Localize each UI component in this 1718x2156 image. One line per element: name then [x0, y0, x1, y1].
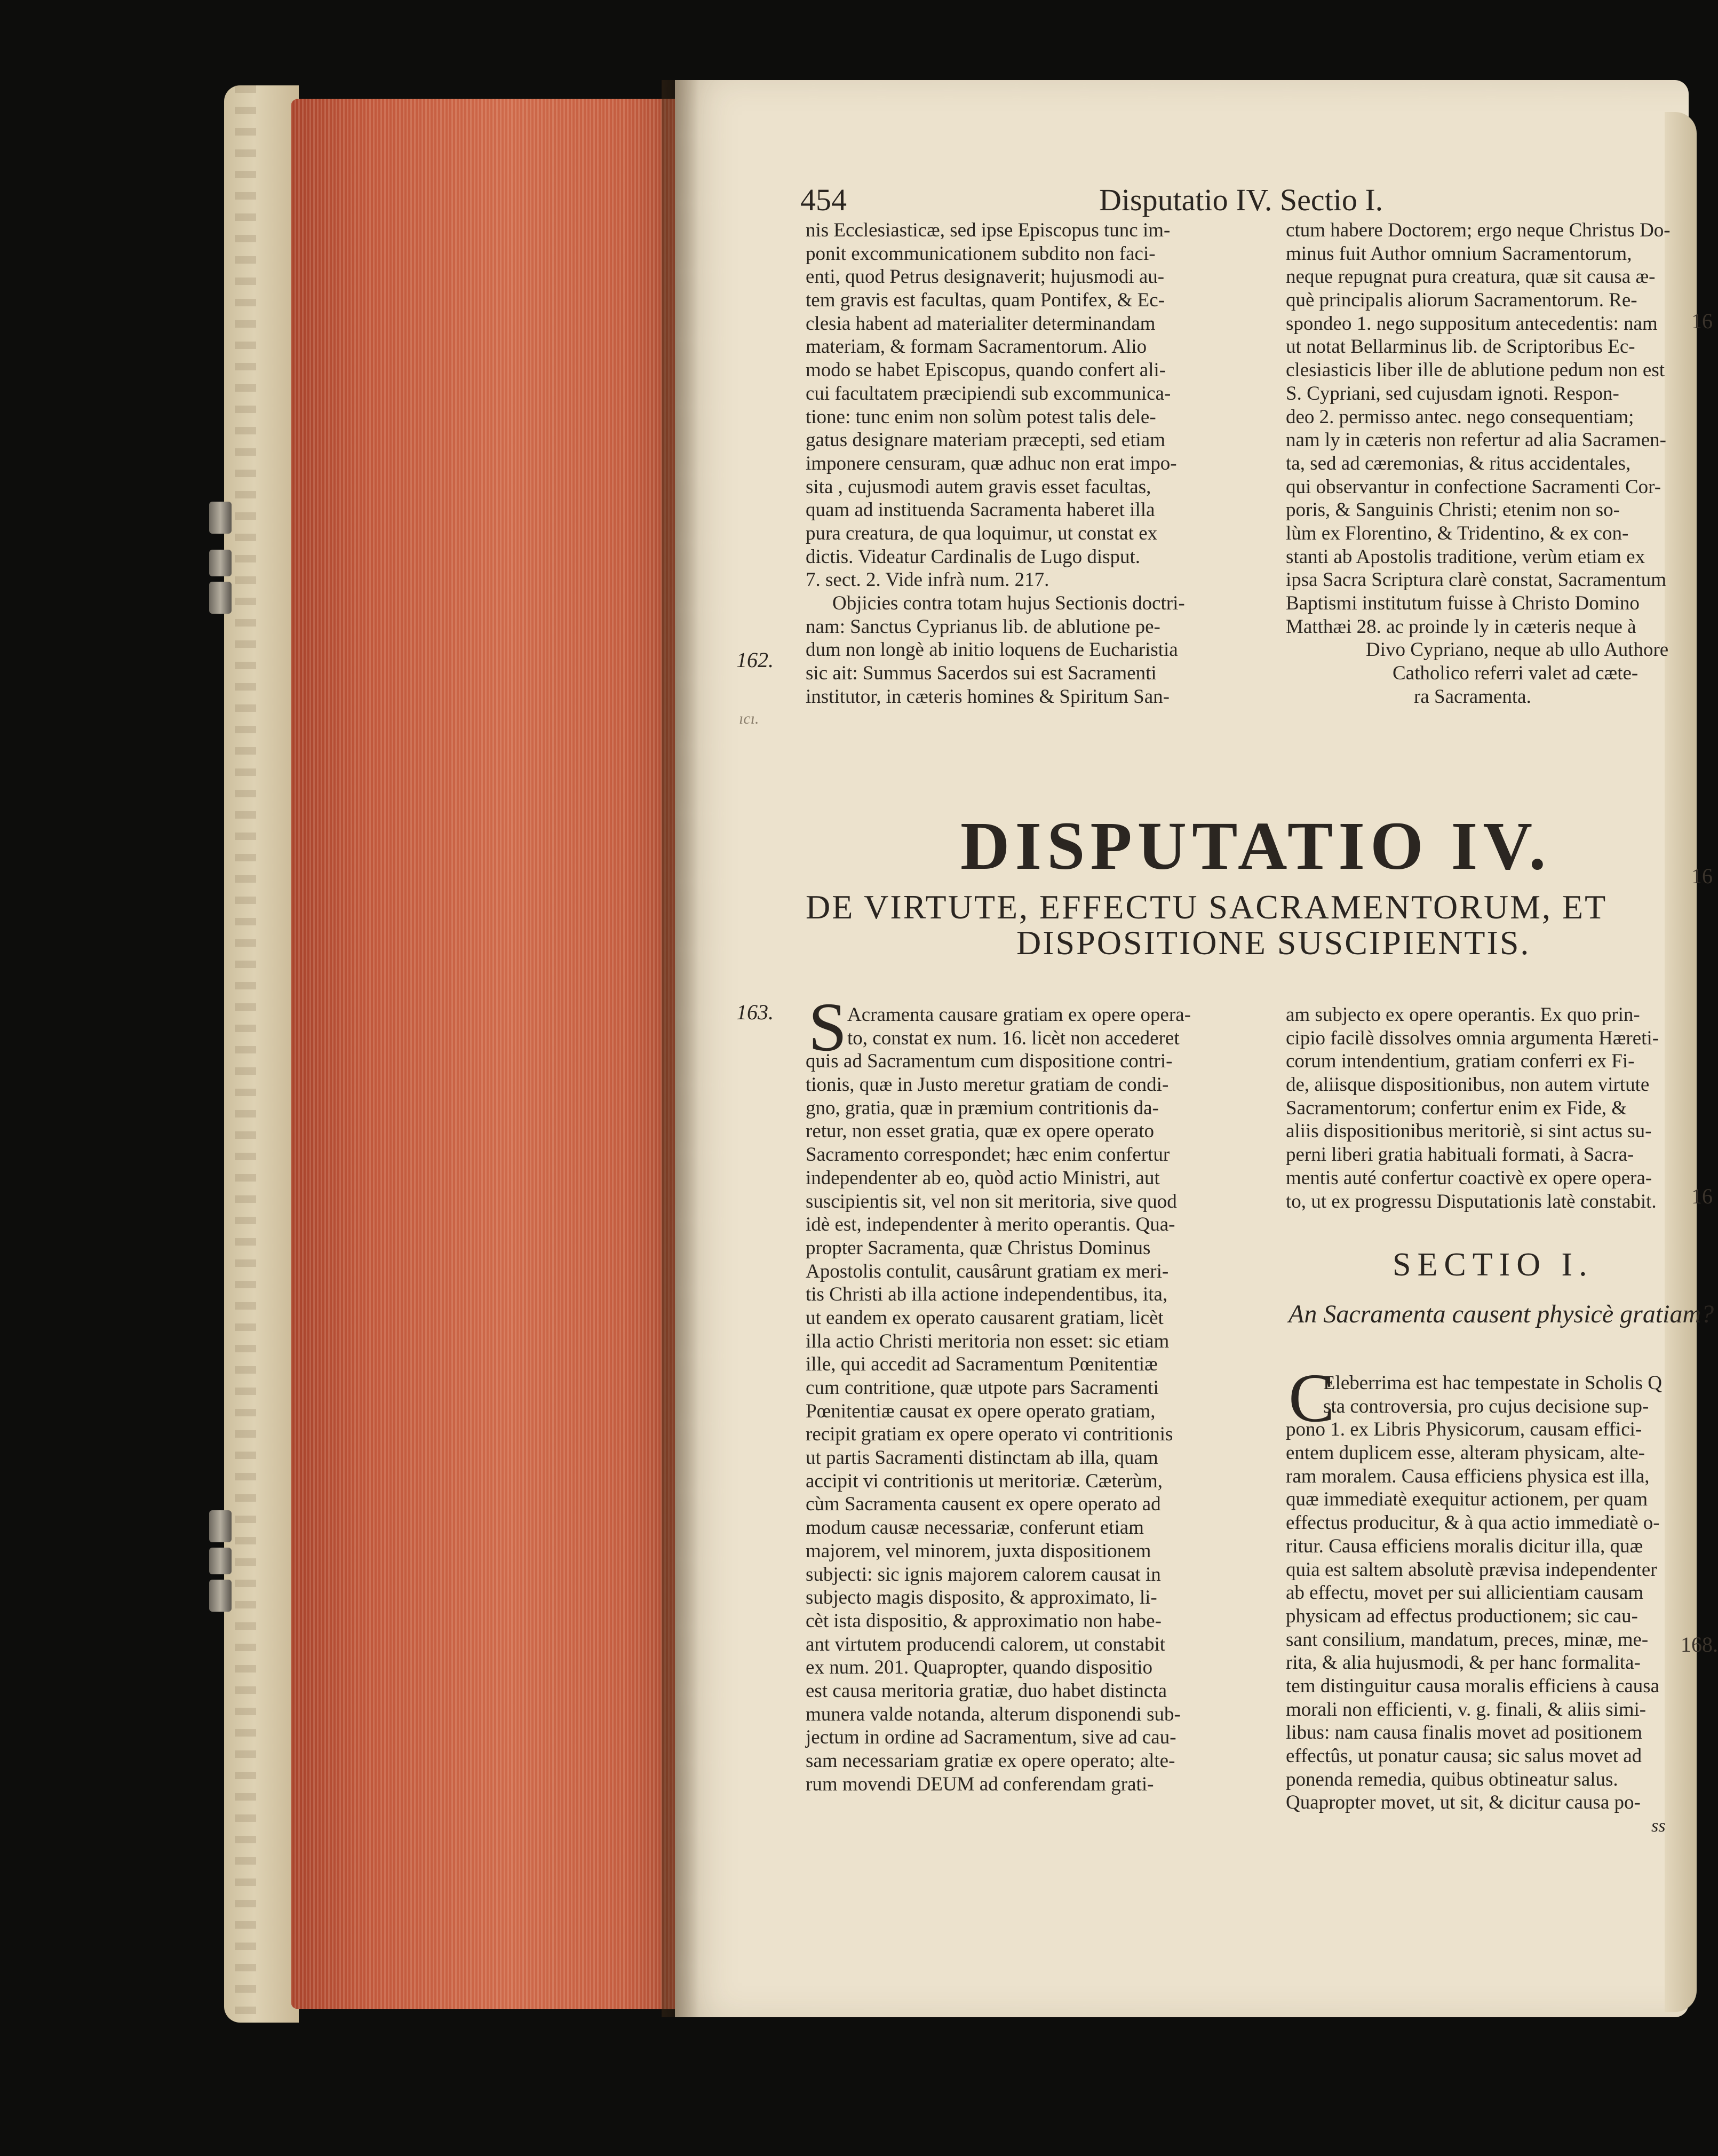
- text-line: illa actio Christi meritoria non esset: sic etiam: [806, 1330, 1170, 1352]
- text-line: quis ad Sacramentum cum dispositione contri-: [806, 1050, 1173, 1073]
- column-bottom-right-bottom: [1286, 1372, 1691, 1814]
- text-line: Sacramentorum; confertur enim ex Fide, &: [1286, 1097, 1627, 1119]
- text-line: cum contritione, quæ utpote pars Sacramenti: [806, 1377, 1159, 1399]
- text-line: perni liberi gratia habituali formati, à Sacra-: [1286, 1144, 1634, 1166]
- text-line: rita, & alia hujusmodi, & per hanc formalita-: [1286, 1652, 1641, 1674]
- text-line: dictis. Videatur Cardinalis de Lugo disput.: [806, 545, 1141, 568]
- red-page-edges: [291, 99, 686, 2009]
- text-line: sic ait: Summus Sacerdos sui est Sacramenti: [806, 662, 1157, 685]
- text-line: to, ut ex progressu Disputationis latè constabit.: [1286, 1190, 1657, 1212]
- text-line: ut eandem ex operato causarent gratiam, licèt: [806, 1306, 1164, 1329]
- text-line: ex num. 201. Quapropter, quando dispositio: [806, 1656, 1153, 1679]
- right-edge-number-1: 16: [1691, 309, 1713, 333]
- text-line: enti, quod Petrus designaverit; hujusmodi au-: [806, 266, 1165, 288]
- text-line: sita , cujusmodi autem gravis esset facultas,: [806, 475, 1151, 498]
- text-line: lùm ex Florentino, & Tridentino, & ex con-: [1286, 522, 1629, 544]
- text-line: effectûs, ut ponatur causa; sic salus movet ad: [1286, 1745, 1642, 1767]
- text-line: am subjecto ex opere operantis. Ex quo prin-: [1286, 1004, 1640, 1026]
- right-edge-number-4: 168.: [1681, 1632, 1718, 1656]
- section-heading: An Sacramenta causent physicè gratiam?: [1288, 1300, 1714, 1328]
- text-line: ant virtutem producendi calorem, ut constabit: [806, 1633, 1166, 1655]
- text-line: ra Sacramenta.: [1414, 685, 1531, 708]
- page-number: 454: [800, 183, 847, 217]
- margin-number-163: 163.: [736, 1000, 774, 1024]
- text-line: ut notat Bellarminus lib. de Scriptoribus Ec-: [1286, 336, 1635, 358]
- drop-capital-s: S: [808, 989, 847, 1066]
- right-edge-number-3: 16: [1691, 1184, 1713, 1208]
- column-top-right: [1286, 219, 1691, 708]
- text-line: materiam, & formam Sacramentorum. Alio: [806, 336, 1147, 358]
- text-line: mentis auté confertur coactivè ex opere opera-: [1286, 1167, 1652, 1189]
- text-line: cùm Sacramenta causent ex opere operato ad: [806, 1493, 1161, 1516]
- catchword: ss: [1651, 1816, 1666, 1836]
- text-line: Baptismi institutum fuisse à Christo Domino: [1286, 592, 1640, 614]
- text-line: Catholico referri valet ad cæte-: [1393, 662, 1639, 685]
- text-line: est causa meritoria gratiæ, duo habet distincta: [806, 1679, 1167, 1702]
- clasp-lower-2: [209, 1548, 232, 1574]
- text-line: sant consilium, mandatum, preces, minæ, me-: [1286, 1628, 1649, 1651]
- text-line: ipsa Sacra Scriptura clarè constat, Sacramentum: [1286, 569, 1666, 591]
- text-line: cipio facilè dissolves omnia argumenta Hæreti-: [1286, 1027, 1659, 1049]
- text-line: modo se habet Episcopus, quando confert ali-: [806, 359, 1166, 382]
- text-line: pura creatura, de qua loquimur, ut constat ex: [806, 522, 1158, 544]
- text-line: ille, qui accedit ad Sacramentum Pœnitentiæ: [806, 1353, 1158, 1376]
- text-line: quæ immediatè exequitur actionem, per quam: [1286, 1488, 1648, 1511]
- text-line: Divo Cypriano, neque ab ullo Authore: [1366, 639, 1669, 661]
- text-line: cèt ista dispositio, & approximatio non habe-: [806, 1610, 1162, 1632]
- text-line: 7. sect. 2. Vide infrà num. 217.: [806, 569, 1049, 591]
- text-line: Quapropter movet, ut sit, & dicitur causa po-: [1286, 1792, 1641, 1814]
- text-line: institutor, in cæteris homines & Spiritum San-: [806, 685, 1170, 708]
- text-line: libus: nam causa finalis movet ad positionem: [1286, 1722, 1642, 1744]
- text-line: Matthæi 28. ac proinde ly in cæteris neque à: [1286, 615, 1636, 638]
- text-line: ut partis Sacramenti distinctam ab illa, quam: [806, 1447, 1158, 1469]
- clasp-lower-1: [209, 1510, 232, 1542]
- text-line: quia est saltem absolutè prævisa independenter: [1286, 1558, 1657, 1581]
- text-line: tione: tunc enim non solùm potest talis dele-: [806, 406, 1156, 428]
- text-line: sam necessariam gratiæ ex opere operato; alte-: [806, 1750, 1175, 1772]
- column-bottom-right-top: [1286, 1003, 1691, 1213]
- text-line: ponit excommunicationem subdito non faci-: [806, 242, 1156, 265]
- clasp-upper-2: [209, 550, 232, 576]
- text-line: tis Christi ab illa actione independentibus, ita,: [806, 1283, 1168, 1306]
- book-cover-edge: [224, 85, 299, 2023]
- text-line: subjecto magis disposito, & approximato, li-: [806, 1587, 1157, 1609]
- text-line: clesia habent ad materialiter determinandam: [806, 312, 1156, 335]
- text-line: effectus producitur, & à qua actio immediatè o-: [1286, 1512, 1660, 1534]
- right-edge-number-2: 16: [1691, 864, 1713, 888]
- column-top-left: [806, 219, 1297, 708]
- text-line: nis Ecclesiasticæ, sed ipse Episcopus tunc im-: [806, 219, 1171, 241]
- drop-capital-c: C: [1288, 1360, 1335, 1437]
- clasp-upper-1: [209, 502, 232, 534]
- margin-number-162: 162.: [736, 648, 774, 672]
- text-line: spondeo 1. nego suppositum antecedentis: nam: [1286, 312, 1658, 335]
- text-line: physicam ad effectus productionem; sic cau-: [1286, 1605, 1638, 1627]
- clasp-upper-3: [209, 582, 232, 614]
- text-line: ab effectu, movet per sui allicientiam causam: [1286, 1582, 1644, 1604]
- text-line: pono 1. ex Libris Physicorum, causam effici-: [1286, 1418, 1642, 1441]
- text-line: retur, non esset gratia, quæ ex opere operato: [806, 1120, 1154, 1143]
- spine-shadow: [662, 80, 699, 2017]
- text-line: què principalis aliorum Sacramentorum. Re-: [1286, 289, 1637, 312]
- text-line: munera valde notanda, alterum disponendi sub-: [806, 1703, 1181, 1725]
- disputation-title: DISPUTATIO IV.: [960, 808, 1552, 884]
- text-line: neque repugnat pura creatura, quæ sit causa æ-: [1286, 266, 1656, 288]
- text-line: recipit gratiam ex opere operato vi contritionis: [806, 1423, 1173, 1446]
- text-line: cui facultatem præcipiendi sub excommunica-: [806, 382, 1171, 405]
- text-line: subjecti: sic ignis majorem calorem causat in: [806, 1563, 1161, 1586]
- text-line: Eleberrima est hac tempestate in Scholis Q: [1323, 1372, 1662, 1394]
- text-line: deo 2. permisso antec. nego consequentiam;: [1286, 406, 1634, 428]
- text-line: imponere censuram, quæ adhuc non erat impo-: [806, 452, 1177, 474]
- text-line: nam: Sanctus Cyprianus lib. de ablutione pe-: [806, 615, 1160, 638]
- text-line: to, constat ex num. 16. licèt non accederet: [847, 1027, 1180, 1049]
- text-line: propter Sacramenta, quæ Christus Dominus: [806, 1236, 1151, 1259]
- text-line: de, aliisque dispositionibus, non autem virtute: [1286, 1074, 1650, 1096]
- text-line: tionis, quæ in Justo meretur gratiam de condi-: [806, 1074, 1169, 1096]
- text-line: accipit vi contritionis ut meritoriæ. Cæterùm,: [806, 1470, 1163, 1492]
- text-line: Pœnitentiæ causat ex opere operato gratiam,: [806, 1400, 1156, 1422]
- clasp-lower-3: [209, 1580, 232, 1612]
- text-line: ta, sed ad cæremonias, & ritus accidentales,: [1286, 452, 1631, 474]
- text-line: stanti ab Apostolis traditione, verùm etiam ex: [1286, 545, 1645, 568]
- text-line: nam ly in cæteris non refertur ad alia Sacramen-: [1286, 429, 1666, 451]
- margin-number-faint: ıcı.: [739, 710, 759, 727]
- text-line: idè est, independenter à merito operantis. Qua-: [806, 1214, 1175, 1236]
- text-line: ctum habere Doctorem; ergo neque Christus Do-: [1286, 219, 1671, 241]
- text-line: ponenda remedia, quibus obtineatur salus.: [1286, 1768, 1618, 1790]
- text-line: Sacramento correspondet; hæc enim confertur: [806, 1144, 1170, 1166]
- text-line: minus fuit Author omnium Sacramentorum,: [1286, 242, 1632, 265]
- text-line: Acramenta causare gratiam ex opere opera-: [847, 1004, 1191, 1026]
- text-line: jectum in ordine ad Sacramentum, sive ad cau-: [806, 1726, 1176, 1749]
- text-line: qui observantur in confectione Sacramenti Cor-: [1286, 475, 1661, 498]
- text-line: quam ad instituenda Sacramenta haberet illa: [806, 499, 1155, 521]
- text-line: sta controversia, pro cujus decisione sup-: [1323, 1395, 1649, 1417]
- text-line: modum causæ necessariæ, conferunt etiam: [806, 1517, 1144, 1539]
- disputation-subtitle-line-1: DE VIRTUTE, EFFECTU SACRAMENTORUM, ET: [806, 888, 1608, 926]
- text-line: corum intendentium, gratiam conferri ex Fi-: [1286, 1050, 1635, 1073]
- text-line: aliis dispositionibus meritoriè, si sint actus su-: [1286, 1120, 1652, 1143]
- text-line: gno, gratia, quæ in præmium contritionis da-: [806, 1097, 1159, 1119]
- text-line: independenter ab eo, quòd actio Ministri, aut: [806, 1167, 1160, 1189]
- section-title: SECTIO I.: [1393, 1247, 1594, 1283]
- column-bottom-left: [806, 1003, 1297, 1796]
- text-line: suscipientis sit, vel non sit meritoria, sive quod: [806, 1190, 1177, 1212]
- running-head: Disputatio IV. Sectio I.: [1099, 183, 1383, 217]
- text-line: Objicies contra totam hujus Sectionis doctri-: [832, 592, 1185, 614]
- text-line: S. Cypriani, sed cujusdam ignoti. Respon-: [1286, 382, 1619, 405]
- text-line: morali non efficienti, v. g. finali, & aliis simi-: [1286, 1698, 1647, 1721]
- text-line: gatus designare materiam præcepti, sed etiam: [806, 429, 1165, 451]
- text-line: majorem, vel minorem, juxta dispositionem: [806, 1540, 1151, 1562]
- text-line: clesiasticis liber ille de ablutione pedum non est: [1286, 359, 1665, 382]
- text-line: tem gravis est facultas, quam Pontifex, & Ec-: [806, 289, 1165, 312]
- text-line: tem distinguitur causa moralis efficiens à causa: [1286, 1675, 1660, 1697]
- text-line: ritur. Causa efficiens moralis dicitur illa, quæ: [1286, 1535, 1643, 1557]
- text-line: entem duplicem esse, alteram physicam, alte-: [1286, 1442, 1645, 1464]
- text-line: poris, & Sanguinis Christi; etenim non so-: [1286, 499, 1620, 521]
- disputation-subtitle-line-2: DISPOSITIONE SUSCIPIENTIS.: [1016, 924, 1531, 962]
- text-line: dum non longè ab initio loquens de Eucharistia: [806, 639, 1178, 661]
- text-line: Apostolis contulit, causârunt gratiam ex meri-: [806, 1260, 1169, 1282]
- text-line: ram moralem. Causa efficiens physica est illa,: [1286, 1465, 1650, 1487]
- text-line: rum movendi DEUM ad conferendam grati-: [806, 1773, 1154, 1795]
